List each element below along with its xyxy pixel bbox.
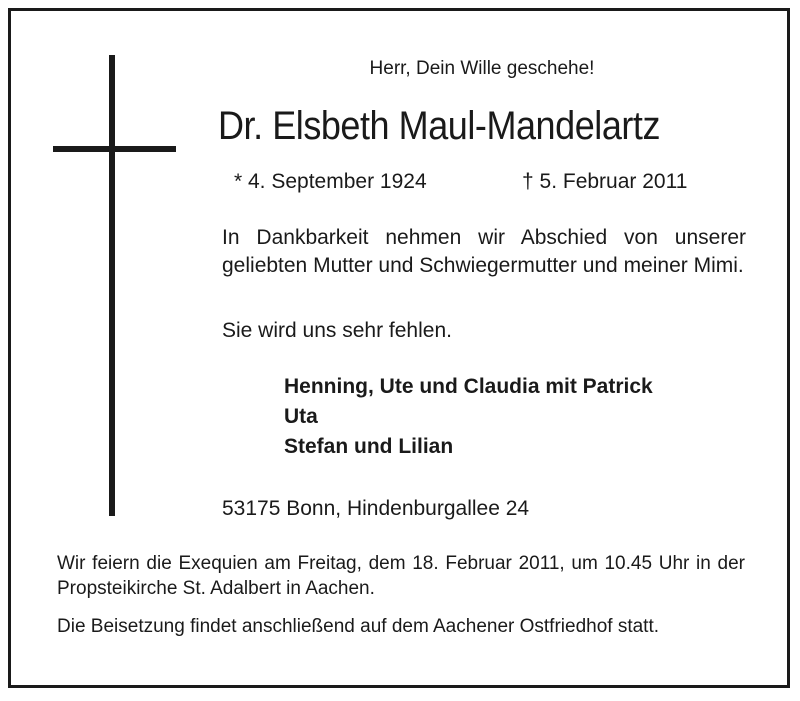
cross-icon bbox=[109, 55, 115, 516]
birth-date: * 4. September 1924 bbox=[234, 170, 427, 193]
family-member: Stefan und Lilian bbox=[284, 435, 454, 458]
family-list bbox=[284, 372, 653, 462]
family-member: Uta bbox=[284, 405, 318, 428]
burial-text: Die Beisetzung findet anschließend auf dem Aachener Ostfriedhof statt. bbox=[57, 616, 660, 637]
address: 53175 Bonn, Hindenburgallee 24 bbox=[222, 497, 530, 520]
family-member: Henning, Ute und Claudia mit Patrick bbox=[284, 375, 653, 398]
service-text: Wir feiern die Exequien am Freitag, dem 18. Februar 2011, um 10.45 Uhr in der Propsteikirche St. Adalbert in Aachen. bbox=[57, 553, 745, 599]
cross-icon-bar bbox=[53, 146, 176, 152]
farewell-text: In Dankbarkeit nehmen wir Abschied von unserer geliebten Mutter und Schwiegermutter und meiner Mimi. bbox=[222, 226, 746, 277]
death-date: † 5. Februar 2011 bbox=[522, 170, 688, 193]
motto: Herr, Dein Wille geschehe! bbox=[369, 58, 595, 79]
missed-text: Sie wird uns sehr fehlen. bbox=[222, 319, 452, 342]
deceased-name: Dr. Elsbeth Maul-Mandelartz bbox=[218, 104, 661, 148]
